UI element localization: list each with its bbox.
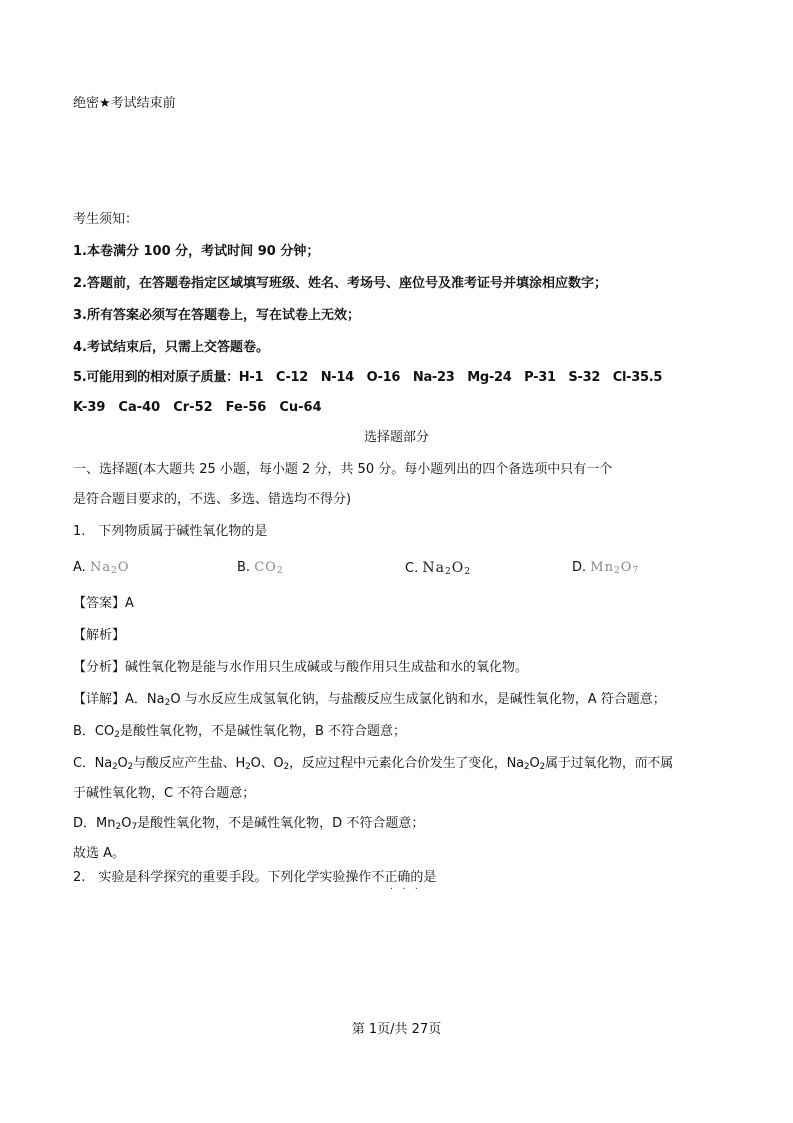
option-formula: $Na_2O$ bbox=[89, 560, 130, 576]
question-1-option-a bbox=[73, 560, 129, 576]
notice-item-4: 4.考试结束后，只需上交答题卷。 bbox=[73, 340, 269, 355]
question-1-analysis-label: 【解析】 bbox=[73, 628, 126, 643]
option-label: C. bbox=[405, 561, 419, 576]
question-1-answer bbox=[73, 596, 134, 612]
notice-item-2: 2.答题前，在答题卷指定区域填写班级、姓名、考场号、座位号及准考证号并填涂相应数字； bbox=[73, 276, 607, 291]
option-formula: $Na_2O_2$ bbox=[422, 560, 471, 577]
fenxi-text: 碱性氧化物是能与水作用只生成碱或与酸作用只生成盐和水的氧化物。 bbox=[125, 660, 529, 675]
question-1-option-b bbox=[237, 560, 284, 576]
section-instruction-line-1: 一、选择题(本大题共 25 小题，每小题 2 分，共 50 分。每小题列出的四个备选项中只有一个 bbox=[73, 462, 613, 477]
notice-item-5-continued: K-39 Ca-40 Cr-52 Fe-56 Cu-64 bbox=[73, 400, 322, 415]
question-1-detail-c-continued: 于碱性氧化物，C 不符合题意； bbox=[73, 786, 256, 801]
question-1-stem: 1. 下列物质属于碱性氧化物的是 bbox=[73, 524, 268, 539]
question-1-detail-a: 【详解】A．$Na_2O$ 与水反应生成氢氧化钠，与盐酸反应生成氯化钠和水，是碱性氧化物，A 符合题意； bbox=[73, 692, 666, 708]
notice-item-3: 3.所有答案必须写在答题卷上，写在试卷上无效； bbox=[73, 308, 360, 323]
question-1-fenxi bbox=[73, 660, 528, 676]
question-1-option-c bbox=[405, 560, 471, 577]
detail-label: 【详解】 bbox=[73, 692, 126, 707]
section-title: 选择题部分 bbox=[363, 430, 429, 445]
question-1-detail-c: C．$Na_2O_2$与酸反应产生盐、$H_2O$、$O_2$，反应过程中元素化合价发生了变化，$Na_2O_2$属于过氧化物，而不属 bbox=[73, 756, 674, 772]
classification-label: 绝密★考试结束前 bbox=[73, 96, 176, 111]
question-1-conclusion: 故选 A。 bbox=[73, 846, 126, 861]
notice-item-5: 5.可能用到的相对原子质量：H-1 C-12 N-14 O-16 Na-23 Mg-24 P-31 S-32 Cl-35.5 bbox=[73, 370, 663, 385]
question-2-stem: 2. 实验是科学探究的重要手段。下列化学实验操作不正确的是 bbox=[73, 870, 437, 885]
option-label: D. bbox=[572, 560, 587, 575]
option-formula: $CO_2$ bbox=[254, 560, 284, 576]
fenxi-label: 【分析】 bbox=[73, 660, 126, 675]
section-instruction-line-2: 是符合题目要求的，不选、多选、错选均不得分) bbox=[73, 492, 352, 507]
emphasis-dots: · · · bbox=[390, 884, 421, 895]
option-label: A. bbox=[73, 560, 86, 575]
question-1-detail-d: D．$Mn_2O_7$是酸性氧化物，不是碱性氧化物，D 不符合题意； bbox=[73, 816, 425, 832]
question-1-option-d bbox=[572, 560, 639, 576]
notice-title: 考生须知： bbox=[73, 212, 139, 227]
option-label: B. bbox=[237, 560, 251, 575]
question-1-detail-b: B．$CO_2$是酸性氧化物，不是碱性氧化物，B 不符合题意； bbox=[73, 724, 407, 740]
page-number: 第 1页/共 27页 bbox=[351, 1022, 442, 1037]
answer-label: 【答案】 bbox=[73, 596, 126, 611]
notice-item-1: 1.本卷满分 100 分，考试时间 90 分钟； bbox=[73, 244, 320, 259]
answer-value: A bbox=[125, 596, 134, 611]
option-formula: $Mn_2O_7$ bbox=[590, 560, 640, 576]
